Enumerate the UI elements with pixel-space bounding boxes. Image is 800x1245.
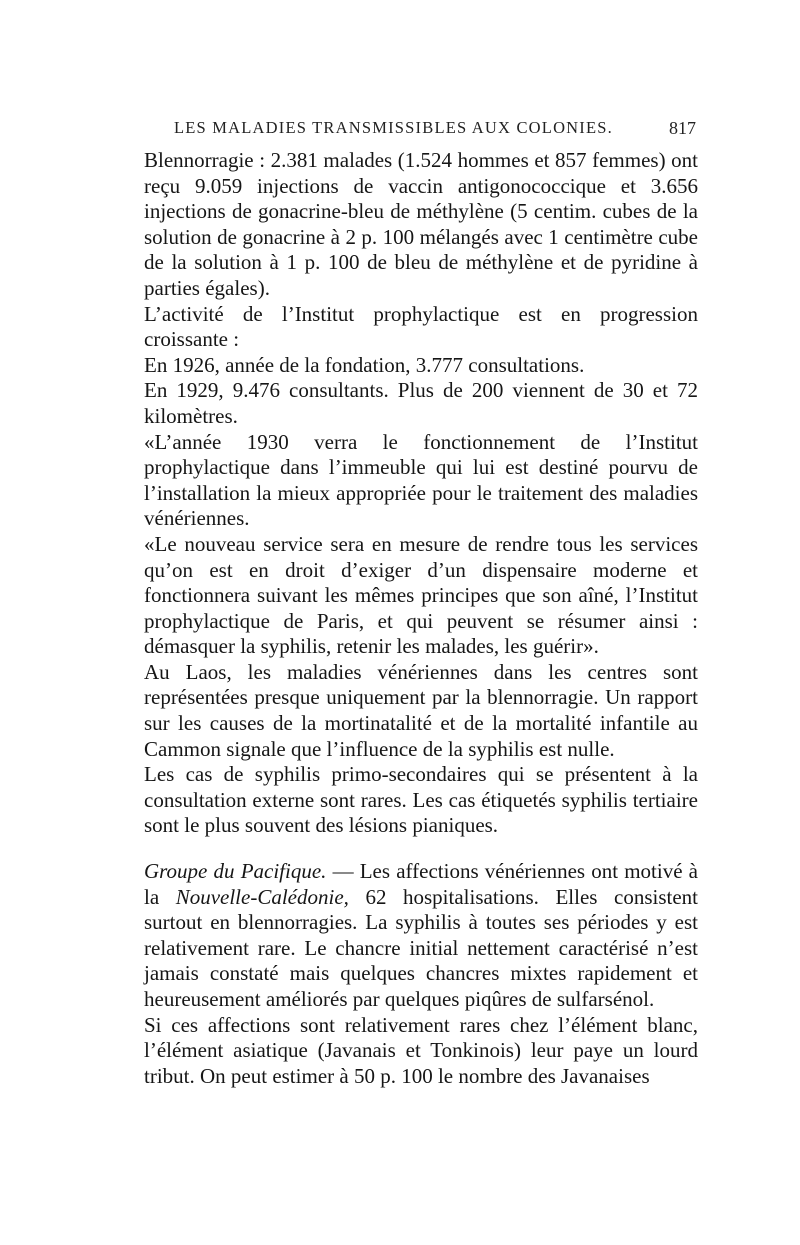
paragraph-blennorragie: Blennorragie : 2.381 malades (1.524 hommes et 857 femmes) ont reçu 9.059 injections de vaccin antigonococcique et 3.656 injections de gonacrine-bleu de méthylène (5 centim. cubes de la solution de gonacrine à 2 p. 100 mélangés avec 1 centimètre cube de la solution à 1 p. 100 de bleu de méthylène et de pyridine à parties égales).	[144, 148, 698, 300]
paragraph-pacifique-text-a: Les affections vénériennes ont motivé à la	[144, 859, 699, 909]
paragraph-syphilis-cases: Les cas de syphilis primo-secondaires qui se présentent à la consultation externe sont rares. Les cas étiquetés syphilis tertiaire sont le plus souvent des lésions pianiques.	[144, 762, 698, 838]
place-name: Nouvelle-Calédonie,	[175, 884, 349, 909]
paragraph-1926: En 1926, année de la fondation, 3.777 consultations.	[144, 352, 585, 377]
heading-dash: —	[326, 859, 360, 884]
body-text	[144, 148, 698, 1089]
book-page	[144, 118, 698, 1228]
running-head	[144, 118, 698, 142]
paragraph-quote-nouveau-service: «Le nouveau service sera en mesure de rendre tous les services qu’on est en droit d’exiger d’un dispensaire moderne et fonctionnera suivant les mêmes principes que son aîné, l’Institut prophylactique de Paris, et qui peuvent se résumer ainsi : démasquer la syphilis, retenir les malades, les guérir».	[144, 531, 698, 659]
paragraph-element-asiatique: Si ces affections sont relativement rares chez l’élément blanc, l’élément asiatique (Javanais et Tonkinois) leur paye un lourd tribut. On peut estimer à 50 p. 100 le nombre des Javanaises	[144, 1012, 698, 1088]
paragraph-pacifique-text-b: 62 hospitalisations. Elles consistent surtout en blennorragies. La syphilis à toutes ses périodes y est relativement rare. Le chancre initial nettement caractérisé n’est jamais constaté mais quelques chancres mixtes rapidement et heureusement améliorés par quelques piqûres de sulfarsénol.	[144, 884, 698, 1011]
page-number: 817	[669, 118, 696, 138]
running-title: LES MALADIES TRANSMISSIBLES AUX COLONIES.	[174, 118, 613, 137]
paragraph-groupe-pacifique	[144, 859, 698, 1013]
section-divider	[144, 839, 698, 859]
paragraph-institut-activite: L’activité de l’Institut prophylactique est en progression croissante :	[144, 301, 698, 352]
paragraph-laos: Au Laos, les maladies vénériennes dans les centres sont représentées presque uniquement par la blennorragie. Un rapport sur les causes de la mortinatalité et de la mortalité infantile au Cammon signale que l’influence de la syphilis est nulle.	[144, 659, 698, 761]
paragraph-quote-1930: «L’année 1930 verra le fonctionnement de l’Institut prophylactique dans l’immeuble qui lui est destiné pourvu de l’installation la mieux appropriée pour le traitement des maladies vénériennes.	[144, 429, 698, 531]
section-heading: Groupe du Pacifique.	[144, 859, 327, 884]
paragraph-1929: En 1929, 9.476 consultants. Plus de 200 viennent de 30 et 72 kilomètres.	[144, 378, 698, 428]
